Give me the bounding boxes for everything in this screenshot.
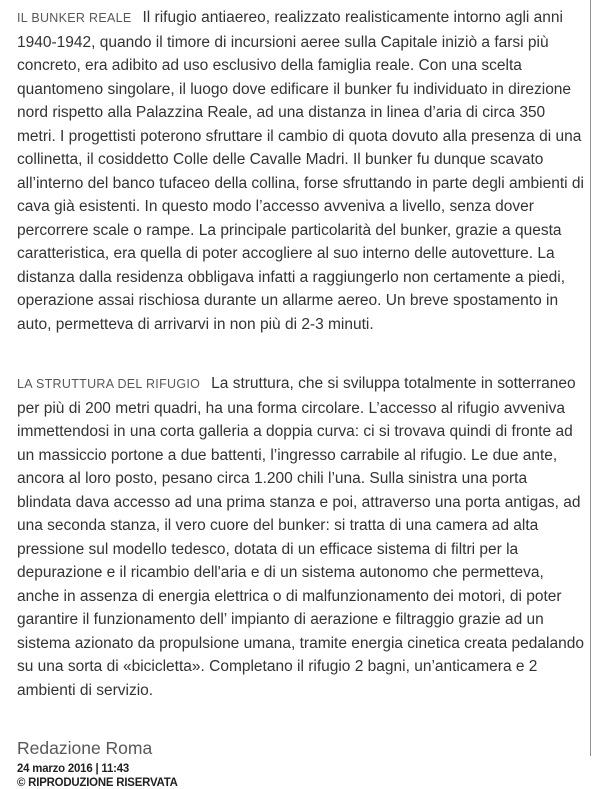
page-right-divider bbox=[590, 0, 591, 756]
byline: Redazione Roma bbox=[17, 738, 585, 759]
article-paragraph bbox=[17, 372, 585, 702]
dateline: 24 marzo 2016 | 11:43 bbox=[17, 762, 557, 776]
paragraph-text: Il rifugio antiaereo, realizzato realisticamente intorno agli anni 1940-1942, quando il timore di incursioni aeree sulla Capitale iniziò a farsi più concreto, era adibito ad uso esclusivo della famiglia reale. Con una scelta quantomeno singolare, il luogo dove edificare il bunker fu individuato in direzione nord rispetto alla Palazzina Reale, ad una distanza in linea d’aria di circa 350 metri. I progettisti poterono sfruttare il cambio di quota dovuto alla presenza di una collinetta, il cosiddetto Colle delle Cavalle Madri. Il bunker fu dunque scavato all’interno del banco tufaceo della collina, forse sfruttando in parte degli ambienti di cava già esistenti. In questo modo l’accesso avveniva a livello, senza dover percorrere scale o rampe. La principale particolarità del bunker, grazie a questa caratteristica, era quella di poter accogliere al suo interno delle autovetture. La distanza dalla residenza obbligava infatti a raggiungerlo non certamente a piedi, operazione assai rischiosa durante un allarme aereo. Un breve spostamento in auto, permetteva di arrivarvi in non più di 2-3 minuti. bbox=[17, 9, 584, 333]
section-kicker: LA STRUTTURA DEL RIFUGIO bbox=[17, 377, 211, 391]
article-paragraph bbox=[17, 6, 585, 336]
section-kicker: IL BUNKER REALE bbox=[17, 11, 143, 25]
paragraph-text: La struttura, che si sviluppa totalmente in sotterraneo per più di 200 metri quadri, ha una forma circolare. L’accesso al rifugio avveniva immettendosi in una corta galleria a doppia curva: ci si trovava quindi di fronte ad un massiccio portone a due battenti, l’ingresso carrabile al rifugio. Le due ante, ancora al loro posto, pesano circa 1.200 chili l’una. Sulla sinistra una porta blindata dava accesso ad una prima stanza e poi, attraverso una porta antigas, ad una seconda stanza, il vero cuore del bunker: si tratta di una camera ad alta pressione sul modello tedesco, dotata di un efficace sistema di filtri per la depurazione e il ricambio dell'aria e di un sistema autonomo che permetteva, anche in assenza di energia elettrica o di malfunzionamento dei motori, di poter garantire il funzionamento dell’ impianto di aerazione e filtraggio grazie ad un sistema azionato da propulsione umana, tramite energia cinetica creata pedalando su una sorta di «bicicletta». Completano il rifugio 2 bagni, un’anticamera e 2 ambienti di servizio. bbox=[17, 375, 584, 699]
copyright-notice: © RIPRODUZIONE RISERVATA bbox=[17, 776, 557, 789]
